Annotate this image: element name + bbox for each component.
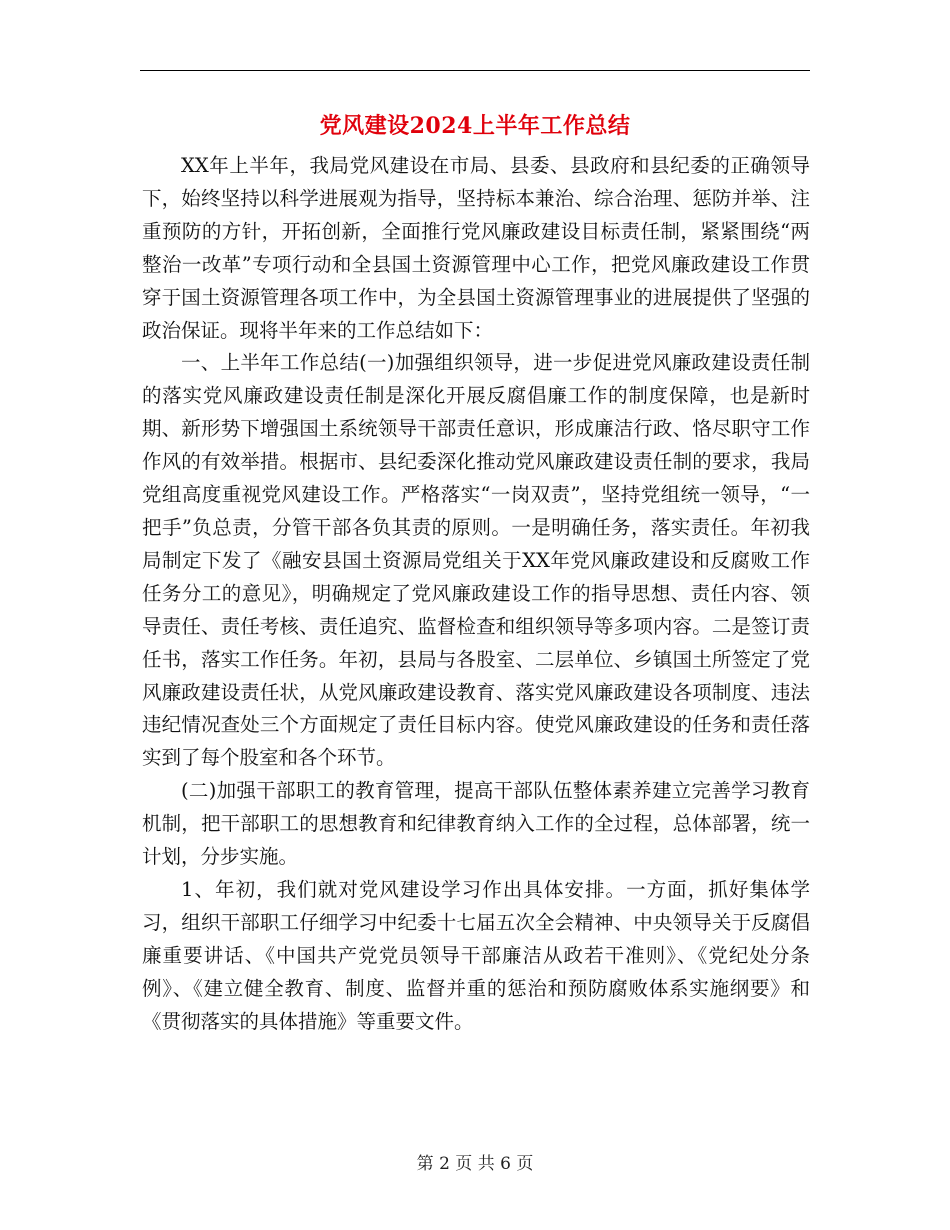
paragraph-intro: XX年上半年，我局党风建设在市局、县委、县政府和县纪委的正确领导下，始终坚持以科学进展观为指导，坚持标本兼治、综合治理、惩防并举、注重预防的方针，开拓创新，全面推行党风廉政建设目标责任制，紧紧围绕“两整治一改革”专项行动和全县国土资源管理中心工作，把党风廉政建设工作贯穿于国土资源管理各项工作中，为全县国土资源管理事业的进展提供了坚强的政治保证。现将半年来的工作总结如下： [142, 154, 810, 342]
page-number-footer: 第 2 页 共 6 页 [416, 1154, 534, 1174]
paragraph-item-1: 1、年初，我们就对党风建设学习作出具体安排。一方面，抓好集体学习，组织干部职工仔细学习中纪委十七届五次全会精神、中央领导关于反腐倡廉重要讲话、《中国共产党党员领导干部廉洁从政若干准则》、《党纪处分条例》、《建立健全教育、制度、监督并重的惩治和预防腐败体系实施纲要》和《贯彻落实的具体措施》等重要文件。 [142, 877, 810, 1033]
paragraph-section-2: (二)加强干部职工的教育管理，提高干部队伍整体素养建立完善学习教育机制，把干部职工的思想教育和纪律教育纳入工作的全过程，总体部署，统一计划，分步实施。 [142, 779, 810, 869]
paragraph-section-1: 一、上半年工作总结(一)加强组织领导，进一步促进党风廉政建设责任制的落实党风廉政建设责任制是深化开展反腐倡廉工作的制度保障，也是新时期、新形势下增强国土系统领导干部责任意识，形成廉洁行政、恪尽职守工作作风的有效举措。根据市、县纪委深化推动党风廉政建设责任制的要求，我局党组高度重视党风建设工作。严格落实“一岗双责”，坚持党组统一领导，“一把手”负总责，分管干部各负其责的原则。一是明确任务，落实责任。年初我局制定下发了《融安县国土资源局党组关于XX年党风廉政建设和反腐败工作任务分工的意见》，明确规定了党风廉政建设工作的指导思想、责任内容、领导责任、责任考核、责任追究、监督检查和组织领导等多项内容。二是签订责任书，落实工作任务。年初，县局与各股室、二层单位、乡镇国土所签定了党风廉政建设责任状，从党风廉政建设教育、落实党风廉政建设各项制度、违法违纪情况查处三个方面规定了责任目标内容。使党风廉政建设的任务和责任落实到了每个股室和各个环节。 [142, 351, 810, 770]
header-rule [140, 70, 810, 71]
document-body [142, 150, 810, 1038]
document-title: 党风建设2024上半年工作总结 [319, 113, 631, 139]
